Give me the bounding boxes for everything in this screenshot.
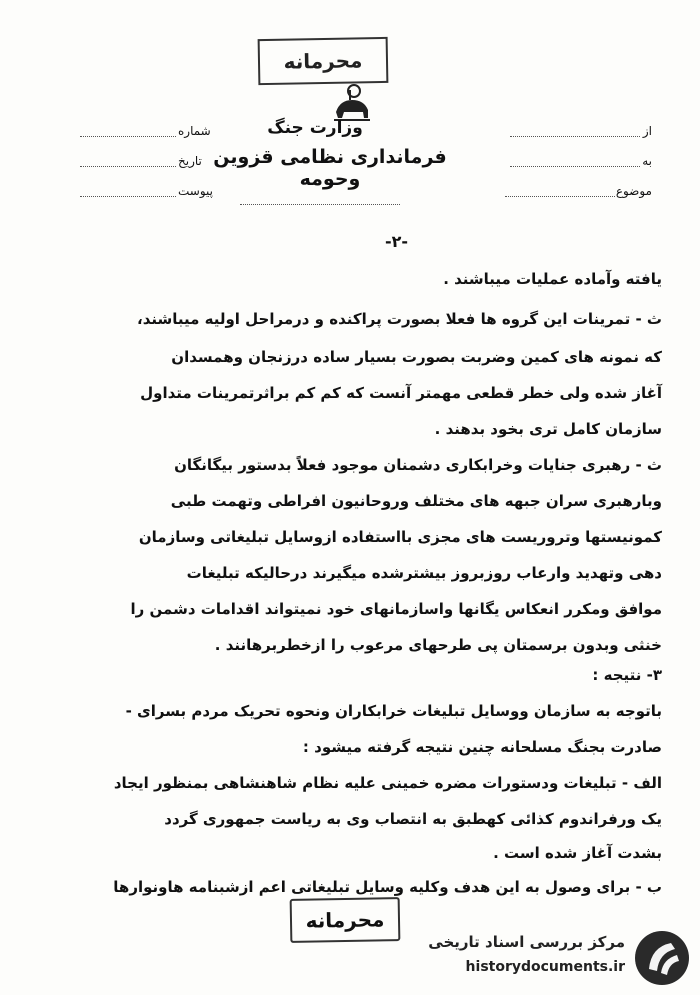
body-line: یافته وآماده عملیات میباشند . (443, 270, 662, 288)
page-number: -۲- (385, 232, 409, 251)
date-label: تاریخ (178, 154, 202, 168)
number-label: شماره (178, 124, 211, 138)
body-line: خنثی وبدون برسمتان پی طرحهای مرعوب را ازخطربرهانند . (214, 636, 662, 654)
attachment-label: پیوست (178, 184, 213, 198)
body-line: ث - تمرینات این گروه ها فعلا بصورت پراکنده و درمراحل اولیه میباشند، (137, 310, 662, 328)
watermark-url: historydocuments.ir (465, 959, 625, 975)
body-line: الف - تبلیغات ودستورات مضره خمینی علیه نظام شاهنشاهی بمنظور ایجاد (113, 774, 662, 792)
body-line: وبارهبری سران جبهه های مختلف وروحانیون افراطی وتهمت طبی (170, 492, 662, 510)
center-field-line (240, 204, 400, 205)
confidential-stamp-top: محرمانه (258, 37, 389, 85)
subject-field-line (505, 196, 615, 197)
attachment-field-line (80, 196, 176, 197)
to-field-line (510, 166, 640, 167)
body-line: یک ورفراندوم کذائی کهطبق به انتصاب وی به ریاست جمهوری گردد (164, 810, 662, 828)
command-title: فرمانداری نظامی قزوین وحومه (213, 146, 447, 190)
subject-label: موضوع (615, 184, 652, 198)
body-line: ب - برای وصول به این هدف وکلیه وسایل تبلیغاتی اعم ازشبنامه هاونوارها (113, 878, 662, 896)
section-heading: ۳- نتیجه : (592, 666, 662, 684)
to-label: به (642, 154, 652, 168)
number-field-line (80, 136, 176, 137)
watermark-title: مرکز بررسی اسناد تاریخی (428, 933, 625, 951)
body-line: سازمان کامل تری بخود بدهند . (434, 420, 662, 438)
body-line: که نمونه های کمین وضربت بصورت بسیار ساده درزنجان وهمسدان (171, 348, 662, 366)
body-line: موافق ومکرر انعکاس یگانها واسازمانهای خود نمیتواند اقدامات دشمن را (130, 600, 662, 618)
body-line: آغاز شده ولی خطر قطعی مهمتر آنست که کم کم براثرتمرینات متداول (140, 384, 662, 402)
from-label: از (642, 124, 652, 138)
body-line: ث - رهبری جنایات وخرابکاری دشمنان موجود فعلاً بدستور بیگانگان (174, 456, 662, 474)
body-line: کمونیستها وتروریست های مجزی بااستفاده ازوسایل تبلیغاتی وسازمان (138, 528, 662, 546)
body-line: دهی وتهدید وارعاب روزبروز بیشترشده میگیرند درحالیکه تبلیغات (186, 564, 662, 582)
body-line: باتوجه به سازمان ووسایل تبلیغات خرابکاران ونحوه تحریک مردم بسرای - (125, 702, 662, 720)
ministry-title: وزارت جنگ (267, 118, 363, 138)
archive-logo-icon (633, 929, 691, 987)
confidential-stamp-bottom: محرمانه (290, 897, 401, 943)
date-field-line (80, 166, 176, 167)
archive-watermark (405, 925, 695, 993)
body-line: بشدت آغاز شده است . (493, 844, 662, 862)
body-line: صادرت بجنگ مسلحانه چنین نتیجه گرفته میشود : (302, 738, 662, 756)
from-field-line (510, 136, 640, 137)
